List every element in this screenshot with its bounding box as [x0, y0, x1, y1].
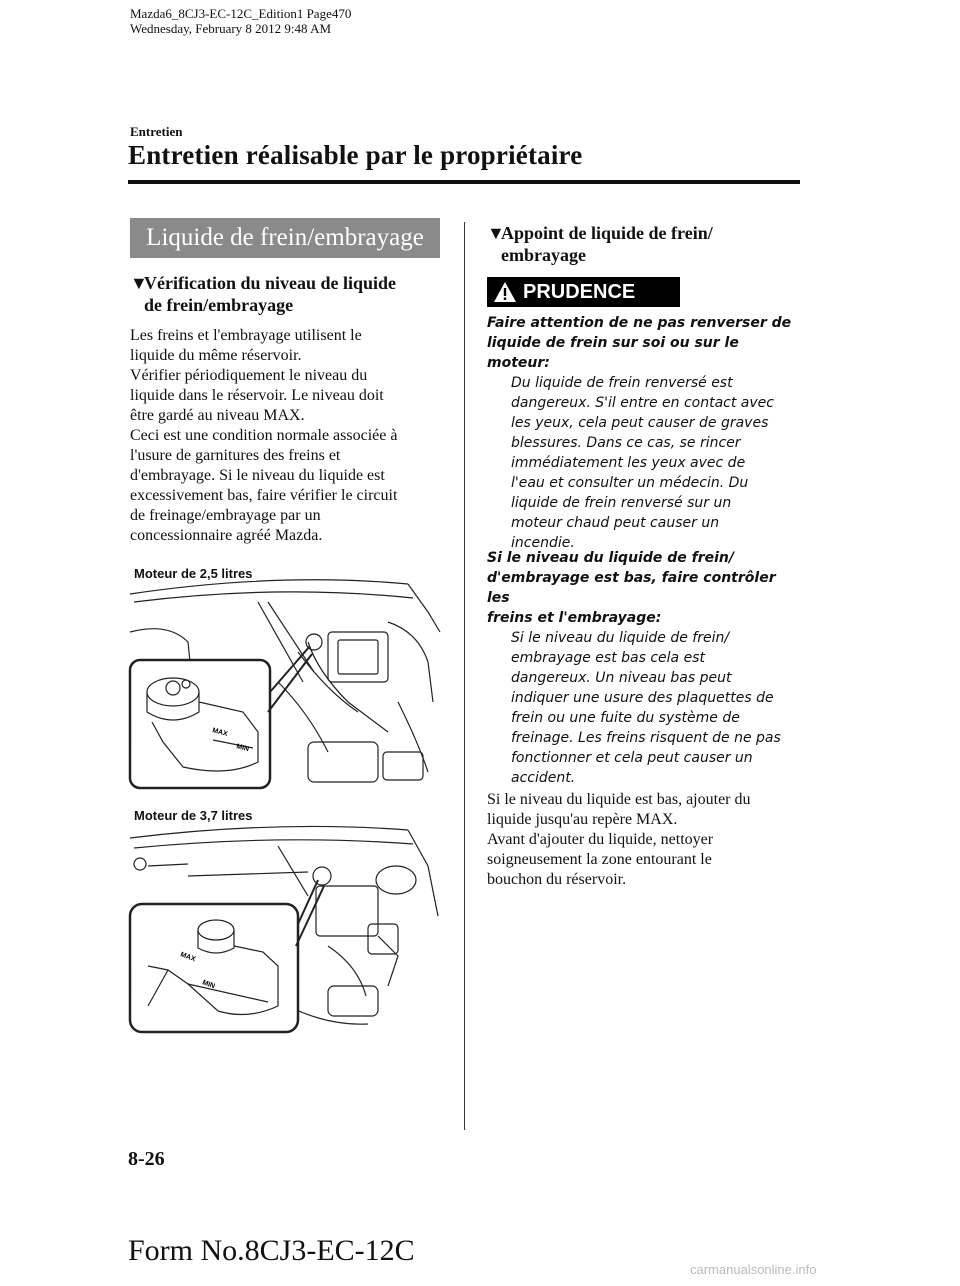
engine-figure-25	[128, 562, 442, 794]
max-mark-2: MAX	[179, 951, 197, 964]
warning-text: accident.	[511, 770, 576, 786]
page-number: 8-26	[128, 1148, 165, 1170]
left-subhead-line2: de frein/embrayage	[144, 295, 294, 315]
left-body	[130, 326, 442, 546]
warning-text: liquide de frein renversé sur un	[511, 495, 732, 511]
left-line: excessivement bas, faire vérifier le circuit	[130, 487, 398, 504]
triangle-icon: ▼	[487, 223, 505, 243]
warning-head: Faire attention de ne pas renverser de	[487, 315, 792, 331]
right-line: bouchon du réservoir.	[487, 871, 627, 888]
section-band: Liquide de frein/embrayage	[130, 218, 440, 258]
right-body	[487, 790, 802, 890]
right-line: soigneusement la zone entourant le	[487, 851, 712, 868]
max-mark-1: MAX	[211, 727, 229, 738]
warning-text: moteur chaud peut causer un	[511, 515, 720, 531]
triangle-icon: ▼	[130, 273, 148, 293]
warning-text: freinage. Les freins risquent de ne pas	[511, 730, 781, 746]
right-line: Avant d'ajouter du liquide, nettoyer	[487, 831, 714, 848]
engine-figure-37	[128, 806, 442, 1038]
warning-text: indiquer une usure des plaquettes de	[511, 690, 774, 706]
warning-head: d'embrayage est bas, faire contrôler les	[487, 570, 776, 606]
print-meta-line1: Mazda6_8CJ3-EC-12C_Edition1 Page470	[130, 6, 352, 21]
header-rule	[128, 180, 800, 184]
left-subhead-line1: Vérification du niveau de liquide	[144, 273, 397, 293]
warning-head: freins et l'embrayage:	[487, 610, 662, 626]
site-watermark: carmanualsonline.info	[690, 1262, 817, 1277]
left-line: d'embrayage. Si le niveau du liquide est	[130, 467, 385, 484]
chapter-title: Entretien réalisable par le propriétaire	[128, 140, 583, 170]
min-mark-1: MIN	[235, 743, 250, 754]
warning-text: les yeux, cela peut causer de graves	[511, 415, 769, 431]
engine-drawing-25	[128, 562, 442, 794]
form-number: Form No.8CJ3-EC-12C	[128, 1234, 415, 1267]
figure-label-37: Moteur de 3,7 litres	[134, 808, 256, 823]
right-line: liquide jusqu'au repère MAX.	[487, 811, 678, 828]
left-line: Ceci est une condition normale associée à	[130, 427, 398, 444]
warning-text: immédiatement les yeux avec de	[511, 455, 746, 471]
right-subhead-line1: Appoint de liquide de frein/	[501, 223, 713, 243]
left-line: Les freins et l'embrayage utilisent le	[130, 327, 362, 344]
warning-head: Si le niveau du liquide de frein/	[487, 550, 734, 566]
left-subhead	[130, 272, 442, 316]
warning-text: frein ou une fuite du système de	[511, 710, 740, 726]
left-line: concessionnaire agréé Mazda.	[130, 527, 323, 544]
section-kicker: Entretien	[130, 124, 183, 139]
warning-text: Si le niveau du liquide de frein/	[511, 630, 730, 646]
warning-label: PRUDENCE	[523, 280, 636, 303]
warning-text: l'eau et consulter un médecin. Du	[511, 475, 749, 491]
print-meta	[130, 6, 351, 36]
warning-block-2	[487, 548, 802, 788]
right-line: Si le niveau du liquide est bas, ajouter du	[487, 791, 751, 808]
left-line: l'usure de garnitures des freins et	[130, 447, 341, 464]
left-line: liquide du même réservoir.	[130, 347, 302, 364]
engine-drawing-37	[128, 806, 442, 1038]
column-divider	[464, 222, 465, 1130]
warning-head: liquide de frein sur soi ou sur le moteur:	[487, 335, 739, 371]
warning-banner	[487, 277, 680, 307]
left-line: de freinage/embrayage par un	[130, 507, 321, 524]
warning-text: blessures. Dans ce cas, se rincer	[511, 435, 741, 451]
left-line: être gardé au niveau MAX.	[130, 407, 305, 424]
warning-text: dangereux. Un niveau bas peut	[511, 670, 732, 686]
right-subhead-line2: embrayage	[501, 245, 586, 265]
warning-text: dangereux. S'il entre en contact avec	[511, 395, 774, 411]
warning-text: embrayage est bas cela est	[511, 650, 705, 666]
left-line: liquide dans le réservoir. Le niveau doit	[130, 387, 384, 404]
print-meta-line2: Wednesday, February 8 2012 9:48 AM	[130, 21, 332, 36]
right-subhead	[487, 222, 802, 266]
left-line: Vérifier périodiquement le niveau du	[130, 367, 368, 384]
warning-text: fonctionner et cela peut causer un	[511, 750, 753, 766]
warning-block-1	[487, 313, 802, 553]
min-mark-2: MIN	[201, 979, 216, 991]
warning-text: Du liquide de frein renversé est	[511, 375, 733, 391]
warning-text: incendie.	[511, 535, 575, 551]
warning-icon	[493, 281, 517, 303]
figure-label-25: Moteur de 2,5 litres	[134, 566, 256, 581]
